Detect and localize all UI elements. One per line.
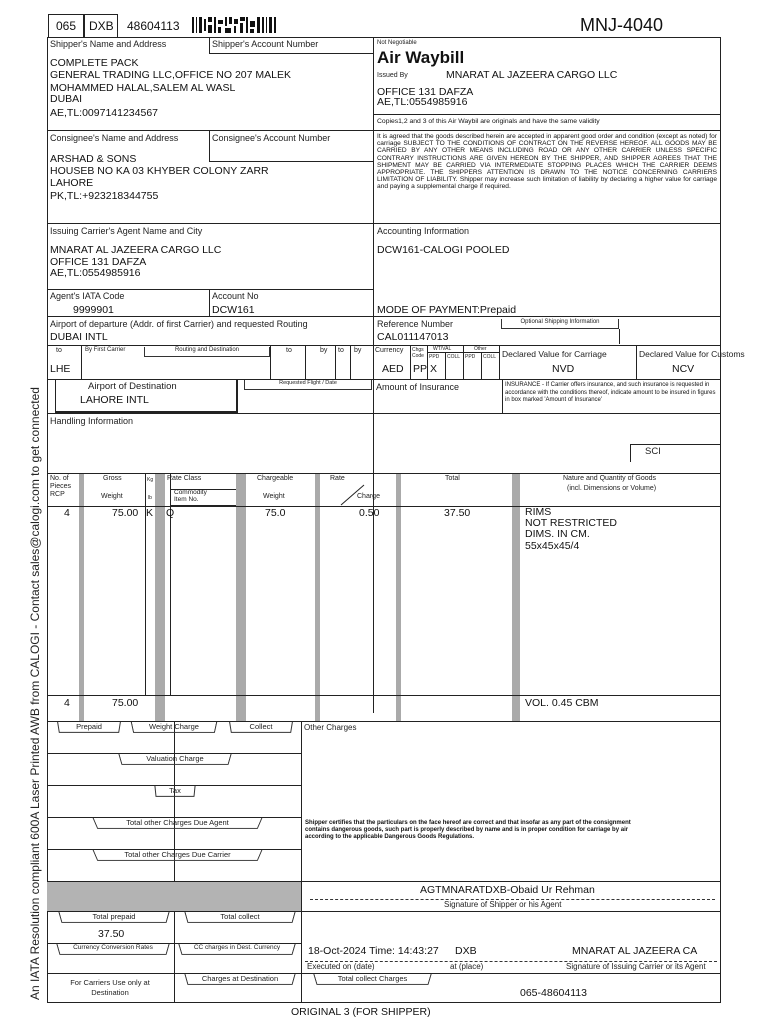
insurance-label: Amount of Insurance bbox=[376, 382, 460, 392]
accounting-info: DCW161-CALOGI POOLED bbox=[377, 244, 510, 256]
awb-reference: MNJ-4040 bbox=[580, 15, 664, 35]
shipper-line-3: MOHAMMED HALAL,SALEM AL WASL bbox=[50, 82, 236, 94]
certification-text: Shipper certifies that the particulars on the face hereof are correct and that insofar as any part of the consignment contains dangerous goods, such part is properly described by name and is in proper condition for carriage by air according to the applicable Dangerous Goods Regulations. bbox=[305, 820, 631, 840]
goods-kg: K bbox=[146, 507, 154, 519]
execution-date: 18-Oct-2024 Time: 14:43:27 bbox=[308, 945, 439, 957]
carriage-value: NVD bbox=[552, 363, 575, 375]
weight2-header: Weight bbox=[263, 493, 285, 500]
total-pieces: 4 bbox=[64, 697, 70, 709]
nature-sub-header: (incl. Dimensions or Volume) bbox=[567, 485, 657, 492]
shipper-line-1: COMPLETE PACK bbox=[50, 57, 139, 69]
goods-rate-class: Q bbox=[166, 507, 175, 519]
collect-label: Collect bbox=[230, 722, 292, 733]
optional-shipping-info: Optional Shipping Information bbox=[501, 319, 619, 329]
origin-code: DXB bbox=[89, 19, 114, 33]
destination-airport: LAHORE INTL bbox=[80, 394, 149, 406]
execution-place: DXB bbox=[455, 945, 477, 957]
other-label: Other bbox=[474, 346, 487, 352]
other-ppd-label: PPD bbox=[465, 354, 476, 360]
total-gross: 75.00 bbox=[112, 697, 139, 709]
awb-prefix: 065 bbox=[56, 19, 77, 33]
reference-label: Reference Number bbox=[377, 319, 454, 329]
currency-value: AED bbox=[382, 363, 404, 375]
awb-number-footer: 065-48604113 bbox=[520, 987, 587, 999]
nature-line-3: DIMS. IN CM. bbox=[525, 528, 590, 540]
currency-label: Currency bbox=[375, 347, 404, 354]
departure-airport: DUBAI INTL bbox=[50, 331, 108, 343]
to-label-2: to bbox=[286, 347, 292, 354]
payment-mode: MODE OF PAYMENT:Prepaid bbox=[377, 304, 517, 316]
total-collect-charges-label: Total collect Charges bbox=[315, 974, 430, 985]
to-label-3: to bbox=[338, 347, 344, 354]
consignee-label: Consignee's Name and Address bbox=[50, 133, 179, 143]
kg-header: Kg bbox=[147, 477, 154, 483]
issuer-line-2: AE,TL:0554985916 bbox=[377, 96, 468, 108]
shipper-signature: AGTMNARATDXB-Obaid Ur Rehman bbox=[420, 884, 595, 896]
issuing-carrier: MNARAT AL JAZEERA CA bbox=[572, 945, 698, 957]
agent-label: Issuing Carrier's Agent Name and City bbox=[50, 226, 203, 236]
routing-to: LHE bbox=[50, 363, 71, 375]
other-coll-label: COLL bbox=[483, 354, 497, 360]
to-label: to bbox=[56, 347, 62, 354]
wtval-label: WT/VAL bbox=[433, 346, 452, 352]
gross-header: Gross bbox=[103, 475, 122, 482]
consignee-line-1: ARSHAD & SONS bbox=[50, 153, 137, 165]
lb-header: lb bbox=[148, 495, 152, 501]
account-no: DCW161 bbox=[212, 304, 255, 316]
consignee-line-3: LAHORE bbox=[50, 177, 94, 189]
routing-destination-label: Routing and Destination bbox=[144, 347, 270, 357]
consignee-account-label: Consignee's Account Number bbox=[212, 133, 331, 143]
by-label-3: by bbox=[354, 347, 362, 354]
agent-line-2: OFFICE 131 DAFZA bbox=[50, 256, 147, 268]
wt-coll-label: COLL bbox=[447, 354, 461, 360]
issued-by: MNARAT AL JAZEERA CARGO LLC bbox=[446, 69, 618, 81]
barcode-icon bbox=[192, 17, 278, 33]
commodity-header: Commodity Item No. bbox=[174, 489, 207, 503]
rate-class-header: Rate Class bbox=[167, 475, 202, 482]
shipper-label: Shipper's Name and Address bbox=[50, 39, 167, 49]
valuation-label: Valuation Charge bbox=[120, 754, 230, 765]
goods-rate: 0.50 bbox=[359, 507, 380, 519]
destination-label: Airport of Destination bbox=[88, 381, 177, 392]
issued-by-label: Issued By bbox=[377, 72, 408, 79]
carriage-value-label: Declared Value for Carriage bbox=[502, 349, 607, 359]
total-prepaid-value: 37.50 bbox=[98, 928, 125, 940]
form-title: Air Waybill bbox=[377, 48, 465, 67]
total-collect-label: Total collect bbox=[186, 912, 294, 923]
iata-code-label: Agent's IATA Code bbox=[50, 291, 125, 301]
customs-value-label: Declared Value for Customs bbox=[639, 349, 745, 359]
reference-number: CAL011147013 bbox=[377, 331, 449, 343]
wt-ppd-label: PPD bbox=[429, 354, 440, 360]
weight-header: Weight bbox=[101, 493, 123, 500]
goods-pieces: 4 bbox=[64, 507, 70, 519]
volume: VOL. 0.45 CBM bbox=[525, 697, 599, 709]
by-label-2: by bbox=[320, 347, 328, 354]
agent-line-3: AE,TL:0554985916 bbox=[50, 267, 141, 279]
other-charges-label: Other Charges bbox=[304, 723, 357, 732]
shipper-account-label: Shipper's Account Number bbox=[212, 39, 319, 49]
chgs-code-label: Chgs Code bbox=[412, 347, 424, 359]
nature-header: Nature and Quantity of Goods bbox=[563, 475, 656, 482]
awb-serial: 48604113 bbox=[127, 19, 180, 33]
weight-charge-label: Weight Charge bbox=[132, 722, 216, 733]
due-carrier-label: Total other Charges Due Carrier bbox=[95, 850, 260, 861]
total-header: Total bbox=[445, 475, 460, 482]
sci-label: SCI bbox=[645, 446, 661, 457]
at-place-label: at (place) bbox=[450, 962, 484, 971]
rate-header: Rate bbox=[330, 475, 345, 482]
not-negotiable: Not Negotiable bbox=[377, 40, 417, 46]
conversion-rates-label: Currency Conversion Rates bbox=[58, 944, 168, 955]
wt-ppd-mark: X bbox=[430, 363, 438, 375]
cc-charges-label: CC charges in Dest. Currency bbox=[180, 944, 294, 955]
carriers-use-label: For Carriers Use only at Destination bbox=[70, 978, 150, 997]
chgs-code-value: PP bbox=[413, 363, 428, 375]
shipper-line-2: GENERAL TRADING LLC,OFFICE NO 207 MALEK bbox=[50, 69, 291, 81]
tax-label: Tax bbox=[155, 786, 195, 797]
copies-note: Copies1,2 and 3 of this Air Waybil are originals and have the same validity bbox=[377, 118, 600, 125]
account-no-label: Account No bbox=[212, 291, 259, 301]
shipper-line-4: DUBAI bbox=[50, 93, 83, 105]
accounting-label: Accounting Information bbox=[377, 226, 470, 236]
iata-code: 9999901 bbox=[73, 304, 114, 316]
carrier-signature-label: Signature of Issuing Carrier or its Agent bbox=[566, 962, 706, 971]
due-agent-label: Total other Charges Due Agent bbox=[95, 818, 260, 829]
by-first-carrier-label: By First Carrier bbox=[85, 347, 126, 353]
nature-line-1: RIMS bbox=[525, 506, 552, 518]
chargeable-header: Chargeable bbox=[257, 475, 294, 482]
goods-total: 37.50 bbox=[444, 507, 471, 519]
goods-chargeable: 75.0 bbox=[265, 507, 286, 519]
handling-label: Handling Information bbox=[50, 416, 134, 426]
shipper-line-5: AE,TL:0097141234567 bbox=[50, 107, 159, 119]
issuer-line-1: OFFICE 131 DAFZA bbox=[377, 86, 474, 98]
consignee-line-4: PK,TL:+923218344755 bbox=[50, 190, 159, 202]
nature-line-2: NOT RESTRICTED bbox=[525, 517, 617, 529]
copy-label: ORIGINAL 3 (FOR SHIPPER) bbox=[291, 1006, 431, 1018]
charges-destination-label: Charges at Destination bbox=[186, 974, 294, 985]
nature-line-4: 55x45x45/4 bbox=[525, 540, 580, 552]
prepaid-label: Prepaid bbox=[58, 722, 120, 733]
departure-label: Airport of departure (Addr. of first Carrier) and requested Routing bbox=[50, 319, 308, 329]
executed-on-label: Executed on (date) bbox=[307, 962, 375, 971]
total-prepaid-label: Total prepaid bbox=[60, 912, 168, 923]
agent-line-1: MNARAT AL JAZEERA CARGO LLC bbox=[50, 244, 222, 256]
customs-value: NCV bbox=[672, 363, 695, 375]
shipper-signature-label: Signature of Shipper or his Agent bbox=[444, 900, 562, 909]
side-notice: An IATA Resolution compliant 600A Laser Printed AWB from CALOGI - Contact sales@calogi.com to get connected bbox=[28, 387, 42, 1000]
pieces-header: No. of Pieces RCP bbox=[50, 475, 72, 498]
charge-header: Charge bbox=[357, 493, 380, 500]
conditions-text: It is agreed that the goods described herein are accepted in apparent good order and condition (except as noted) for carriage SUBJECT TO THE CONDITIONS OF CONTRACT ON THE REVERSE HEREOF. ALL GOODS MAY BE CARRIED BY ANY OTHER MEANS INCLUDING ROAD OR ANY OTHER CARRIER UNLESS SPECIFIC CONTRARY INSTRUCTIONS ARE GIVEN HEREON BY THE SHIPPER, AND SHIPPER AGREES THAT THE SHIPMENT MAY BE CARRIED VIA INTERMEDIATE STOPPING PLACES WHICH THE CARRIER DEEMS APPROPRIATE. THE SHIPPERS ATTENTION IS DRAWN TO THE NOTICE CONCERNING CARRIERS LIMITATION OF LIABILITY. Shipper may increase such limitation of liability by declaring a higher value for carriage and paying a supplemental charge if required. bbox=[377, 133, 717, 191]
insurance-notice: INSURANCE - If Carrier offers insurance, and such insurance is requested in accordance with the conditions thereof, indicate amount to be insured in figures in box marked 'Amount of Insurance' bbox=[505, 382, 716, 403]
flight-date-label: Requested Flight / Date bbox=[244, 380, 372, 390]
goods-gross: 75.00 bbox=[112, 507, 139, 519]
consignee-line-2: HOUSEB NO KA 03 KHYBER COLONY ZARR bbox=[50, 165, 269, 177]
